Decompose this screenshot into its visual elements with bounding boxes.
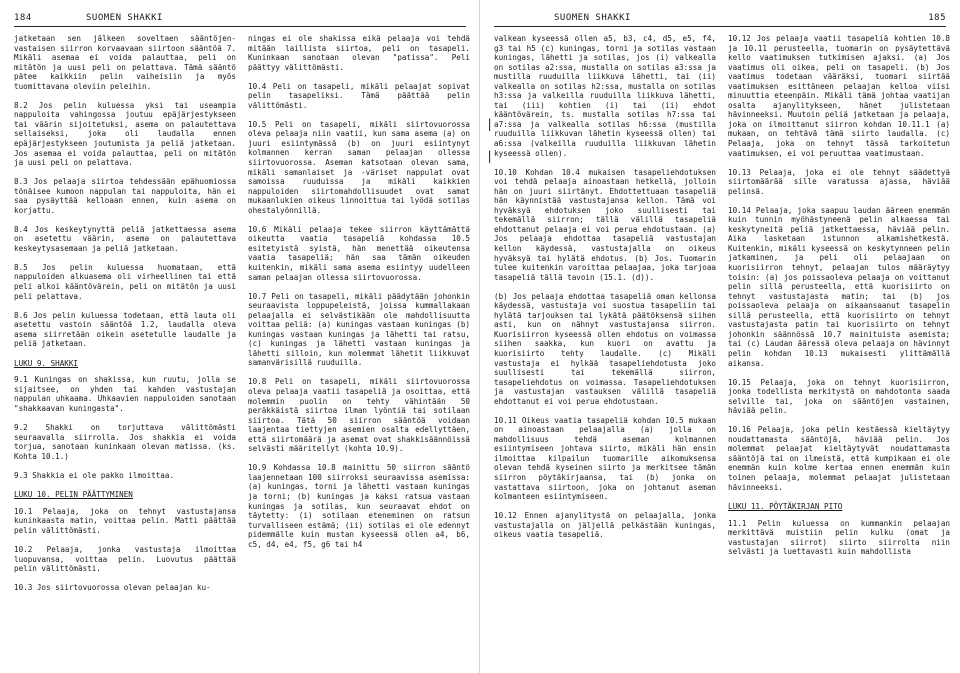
- right-page-header: [494, 13, 946, 27]
- paragraph: 8.4 Jos keskeytynyttä peliä jatkettaessa asema on asetettu väärin, asema on palautettava keskeytysasemaan ja peliä jatketaan.: [14, 224, 236, 253]
- paragraph: 10.3 Jos siirtovuorossa olevan pelaajan ku-: [14, 583, 211, 593]
- margin-mark: |: [486, 117, 494, 131]
- paragraph: 10.4 Peli on tasapeli, mikäli pelaajat sopivat pelin tasapeliksi. Tämä päättää pelin välittömästi.: [248, 81, 470, 110]
- paragraph: 11.1 Pelin kuluessa on kummankin pelaajan merkittävä muistiin pelin kulku (omat ja vastustajan siirrot) siirto siirrolta niin selvästi ja luettavasti kuin mahdollista: [728, 518, 950, 557]
- running-head: SUOMEN SHAKKI: [554, 13, 631, 23]
- page-number: 184: [14, 13, 32, 23]
- left-page-header: [14, 13, 466, 27]
- paragraph: 10.14 Pelaaja, joka saapuu laudan ääreen enemmän kuin tunnin myöhästyneenä pelin alkaessa tai keskytyneitä peliä jatkettaessa, häviää pelin. Aika lasketaan istunnon alkamishetkestä. Kuitenkin, mikäli kyseessä on keskytynneen pelin jatkaminen, ja peli oli pelaajaan on kuorisiirron tehnyt, pelaajan tulos määräytyy toisin: (a) jos poissaoleva pelaaja on voittanut pelin sillä perusteella, että kuorisiirto on tehnyt vastustajasta matin; tai (b) jos poissaoleva pelaaja on aikaansaanut tasapelin sillä perusteella, että kuorisiirto on tehnyt vastustajasta patin tai kuorisiirto on tehnyt johonkin säännössä 10.7 mainituista asemista; tai (c) Laudan ääressä oleva pelaaja on hävinnyt pelin kohdan 10.13 mukaisesti ylittämällä aikansa.: [728, 205, 950, 368]
- page-number: 185: [928, 13, 946, 23]
- paragraph: 10.11 Oikeus vaatia tasapeliä kohdan 10.5 mukaan on ainoastaan pelaajalla (a) jolla on mahdollisuus tehdä aseman kolmannen esiintymiseen johtava siirto, mikäli hän ensin ilmoittaa kilpailun tuomarille aikomuksensa olevan tehdä kyseinen siirto ja merkitsee tämän siirron pöytäkirjaansa, tai (b) jonka on vastattava siirtoon, joka on johtanut aseman kolmanteen esiintymiseen.: [494, 415, 716, 502]
- running-head: SUOMEN SHAKKI: [86, 13, 163, 23]
- paragraph: ningas ei ole shakissa eikä pelaaja voi tehdä mitään laillista siirtoa, peli on tasapeli. Kuninkaan sanotaan olevan "patissa". Peli päättyy välittömästi.: [248, 34, 470, 72]
- paragraph: 8.2 Jos pelin kuluessa yksi tai useampia nappuloita vahingossa joutuu epäjärjestykseen tai väärin sijoitetuksi, asema on palautettava sellaiseksi, joka oli laudalla ennen epäjärjestykseen joutumista ja peliä jatketaan. Jos asemaa ei voida palauttaa, peli on mitätön ja uusi peli on pelattava.: [14, 100, 236, 168]
- paragraph: valkean kyseessä ollen a5, b3, c4, d5, e5, f4, g3 tai h5 (c) kuningas, torni ja sotilas vastaan kuningas, lähetti ja sotilas, jos (i) valkealla on sotilas a2:ssa, mustalla on sotilas a3:ssa ja mustilla ruuduilla liikkuva lähetti, tai (ii) valkealla on sotilas h2:ssa, mustalla on sotilas h3:ssa ja valkeilla ruuduilla liikkuva lähetti, tai (iii) kohtien (i) tai (ii) ehdot kääntövärein, ts. mustalla sotilas h7:ssa tai a7:ssa ja valkealla sotilas h6:ssa (mustilla ruuduilla liikkuvan lähetin kyseessä ollen) tai a6:ssa (valkeilla ruuduilla liikkuvan lähetin kyseessä ollen).: [494, 34, 716, 158]
- right-page: [480, 0, 960, 673]
- section-heading: LUKU 11. PÖYTÄKIRJAN PITO: [728, 502, 843, 512]
- paragraph: 10.13 Pelaaja, joka ei ole tehnyt säädettyä siirtomäärää sille varatussa ajassa, häviää pelinsä.: [728, 167, 950, 196]
- paragraph: 8.6 Jos pelin kuluessa todetaan, että lauta oli asetettu vastoin sääntöä 1.2, laudalla oleva asema siirretään oikein asetetulle laudalle ja peliä jatketaan.: [14, 310, 236, 349]
- right-page-column-1: [494, 34, 716, 671]
- paragraph: jatketaan sen jälkeen soveltaen sääntöjen-vastaisen siirron korvaavaan siirtoon sääntöä 7. Mikäli asemaa ei voida palauttaa, peli on mitätön ja uusi peli on pelattava. Tämä sääntö pätee kaikkiin pelin vaiheisiin ja myös tuomittavana oleviin peleihin.: [14, 34, 236, 91]
- paragraph: 10.2 Pelaaja, jonka vastustaja ilmoittaa luopuvansa, voittaa pelin. Luovutus päättää pelin välittömästi.: [14, 544, 236, 574]
- paragraph: 8.3 Jos pelaaja siirtoa tehdessään epähuomiossa tönäisee kumoon nappulan tai nappuloita, hän ei saa pysäyttää kelloaan ennen, kuin asema on korjattu.: [14, 177, 236, 215]
- paragraph: 10.8 Peli on tasapeli, mikäli siirtovuorossa oleva pelaaja vaatii tasapeliä ja osoittaa, että molemmin puolin on tehty vähintään 50 peräkkäistä siirtoa ilman lyöntiä tai sotilaan siirtoa. Tätä 50 siirron sääntöä voidaan laajentaa tiettyjen asemien osalta edellyttäen, että siirtomäärä ja asemat ovat shakkisäännöissä selvästi määritellyt (kohta 10.9).: [248, 377, 470, 454]
- paragraph: 10.9 Kohdassa 10.8 mainittu 50 siirron sääntö laajennetaan 100 siirroksi seuraavissa asemissa: (a) kuningas, torni ja lähetti vastaan kuningas ja torni; (b) kuningas ja kaksi ratsua vastaan kuningas ja sotilas, kun seuraavat ehdot on täytetty: (i) sotilaan eteneminen on ratsun turvalliseen estämä; (ii) sotilas ei ole edennyt pidemmälle kuin mustan kyseessä ollen a4, b6, c5, d4, e4, f5, g6 tai h4: [248, 463, 470, 549]
- paragraph: 10.5 Peli on tasapeli, mikäli siirtovuorossa oleva pelaaja niin vaatii, kun sama asema (a) on juuri esiintymässä (b) on juuri esiintynyt kolmannen kerran saman pelaajan ollessa siirtovuorossa. Aseman katsotaan olevan sama, mikäli samanlaiset ja -väriset nappulat ovat samoissa ruuduissa ja mikäli kaikkien nappuloiden siirtomahdollisuudet ovat samat mukaanlukien oikeus linnoittua tai lyödä sotilas ohestalyönnillä.: [248, 119, 470, 215]
- section-heading: LUKU 9. SHAKKI: [14, 358, 79, 368]
- paragraph: 10.6 Mikäli pelaaja tekee siirron käyttämättä oikeutta vaatia tasapeliä kohdassa 10.5 esitetyistä syistä, hän menettää oikeutensa vaatia tasapeliä; hän saa tämän oikeuden kuitenkin, mikäli sama asema esiintyy uudelleen saman pelaajan ollessa siirtovuorossa.: [248, 224, 470, 282]
- left-page-column-1: [14, 34, 236, 671]
- paragraph: 8.5 Jos pelin kuluessa huomataan, että nappuloiden alkuasema oli virheellinen tai että peli alkoi kääntövärein, peli on mitätön ja uusi peli pelattava.: [14, 262, 236, 301]
- right-page-column-2: [728, 34, 950, 671]
- paragraph: 9.2 Shakki on torjuttava välittömästi seuraavalla siirrolla. Jos shakkia ei voida torjua, sanotaan kuninkaan olevan matissa. (ks. Kohta 10.1.): [14, 423, 236, 461]
- paragraph: 10.1 Pelaaja, joka on tehnyt vastustajansa kuninkaasta matin, voittaa pelin. Matti päättää pelin välittömästi.: [14, 506, 236, 535]
- section-heading: LUKU 10. PELIN PÄÄTTYMINEN: [14, 490, 133, 500]
- left-page-column-2: [248, 34, 470, 671]
- paragraph: 10.10 Kohdan 10.4 mukaisen tasapeliehdotuksen voi tehdä pelaaja ainoastaan hetkellä, jolloin hän on juuri siirtänyt. Ehdottettuaan tasapeliä hän käynnistää vastustajansa kellon. Tämä voi hyväksyä ehdotuksen joko suullisesti tai tekemällä siirron; tällä välillä tasapeliä ehdottanut pelaaja ei voi perua ehdotustaan. (a) Jos pelaaja ehdottaa tasapeliä vastustajan kellon käydessä, vastustajalla on oikeus hyväksyä tai hylätä ehdotus. (b) Jos. Tuomarin tulee kuitenkin varoittaa pelaajaa, joka tarjoaa tasapeliä tällä tavoin (15.1. (d)).: [494, 167, 716, 282]
- paragraph: 9.1 Kuningas on shakissa, kun ruutu, jolla se sijaitsee, on yhden tai kahden vastustajan nappulan uhkaama. Uhkaavien nappuloiden sanotaan "shakkaavan kuningasta".: [14, 375, 236, 413]
- paragraph: 10.16 Pelaaja, joka pelin kestäessä kieltäytyy noudattamasta sääntöjä, häviää pelin. Jos molemmat pelaajat kieltäytyvät noudattamasta sääntöjä tai on ilmeistä, että kumpikaan ei ole enemmän kuin kolme kertaa ennen enemmän kuin toinen pelaaja, molemmat pelaajat julistetaan hävinneeksi.: [728, 425, 950, 492]
- margin-mark: |: [486, 149, 494, 163]
- paragraph: 10.15 Pelaaja, joka on tehnyt kuorisiirron, jonka todellista merkitystä on mahdotonta saada selville tai, joka on sääntöjen vastainen, häviää pelin.: [728, 377, 950, 416]
- paragraph: 10.7 Peli on tasapeli, mikäli päädytään johonkin seuraavista loppupeleistä, joissa kummallakaan pelaajalla ei selvästikään ole mahdollisuutta voittaa peliä: (a) kuningas vastaan kuningas (b) kuningas vastaan kuningas ja lähetti tai ratsu, (c) kuningas ja lähetti vastaan kuningas ja lähetti silloin, kun molemmat lähetit liikkuvat samanvärisillä ruuduilla.: [248, 291, 470, 368]
- paragraph: 9.3 Shakkia ei ole pakko ilmoittaa.: [14, 470, 175, 480]
- paragraph: (b) Jos pelaaja ehdottaa tasapeliä oman kellonsa käydessä, vastustaja voi suostua tasapeliin tai hylätä tarjouksen tai lykätä päätöksensä siihen asti, kun on nähnyt vastustajansa siirron. Kuorisiirron kyseessä ollen ehdotus on voimassa siihen saakka, kun kuori on avattu ja kuorisiirto tehty laudalle. (c) Mikäli vastustaja ei hylkää tasapeliehdotusta joko suullisesti tai tekemällä siirron, tasapeliehdotus on voimassa. Tasapeliehdotuksen ja vastustajan vastauksen välillä tasapeliä ehdottanut ei voi perua ehdotustaan.: [494, 291, 716, 406]
- paragraph: 10.12 Ennen ajanylitystä on pelaajalla, jonka vastustajalla on jäljellä pelkästään kuningas, oikeus vaatia tasapeliä.: [494, 511, 716, 540]
- paragraph: 10.12 Jos pelaaja vaatii tasapeliä kohtien 10.8 ja 10.11 perusteella, tuomarin on pysäytettävä kello vaatimuksen tutkimisen ajaksi. (a) Jos vaatimus oli oikea, peli on tasapeli. (b) Jos vaatimus todetaan vääräksi, tuomari siirtää vaatimuksen esittäneen pelaajan kelloa viisi minuuttia eteenpäin. Mikäli tämä johtaa vaatijan osalta ajanylitykseen, hänet julistetaan hävinneeksi. Muutoin peliä jatketaan ja pelaaja, joka on ilmoittanut siirron kohdan 10.11.1 (a) mukaan, on tehtävä tämä siirto laudalla. (c) Pelaaja, joka on tehnyt tässä tarkoitetun vaatimuksen, ei voi peruuttaa vaatimustaan.: [728, 34, 950, 158]
